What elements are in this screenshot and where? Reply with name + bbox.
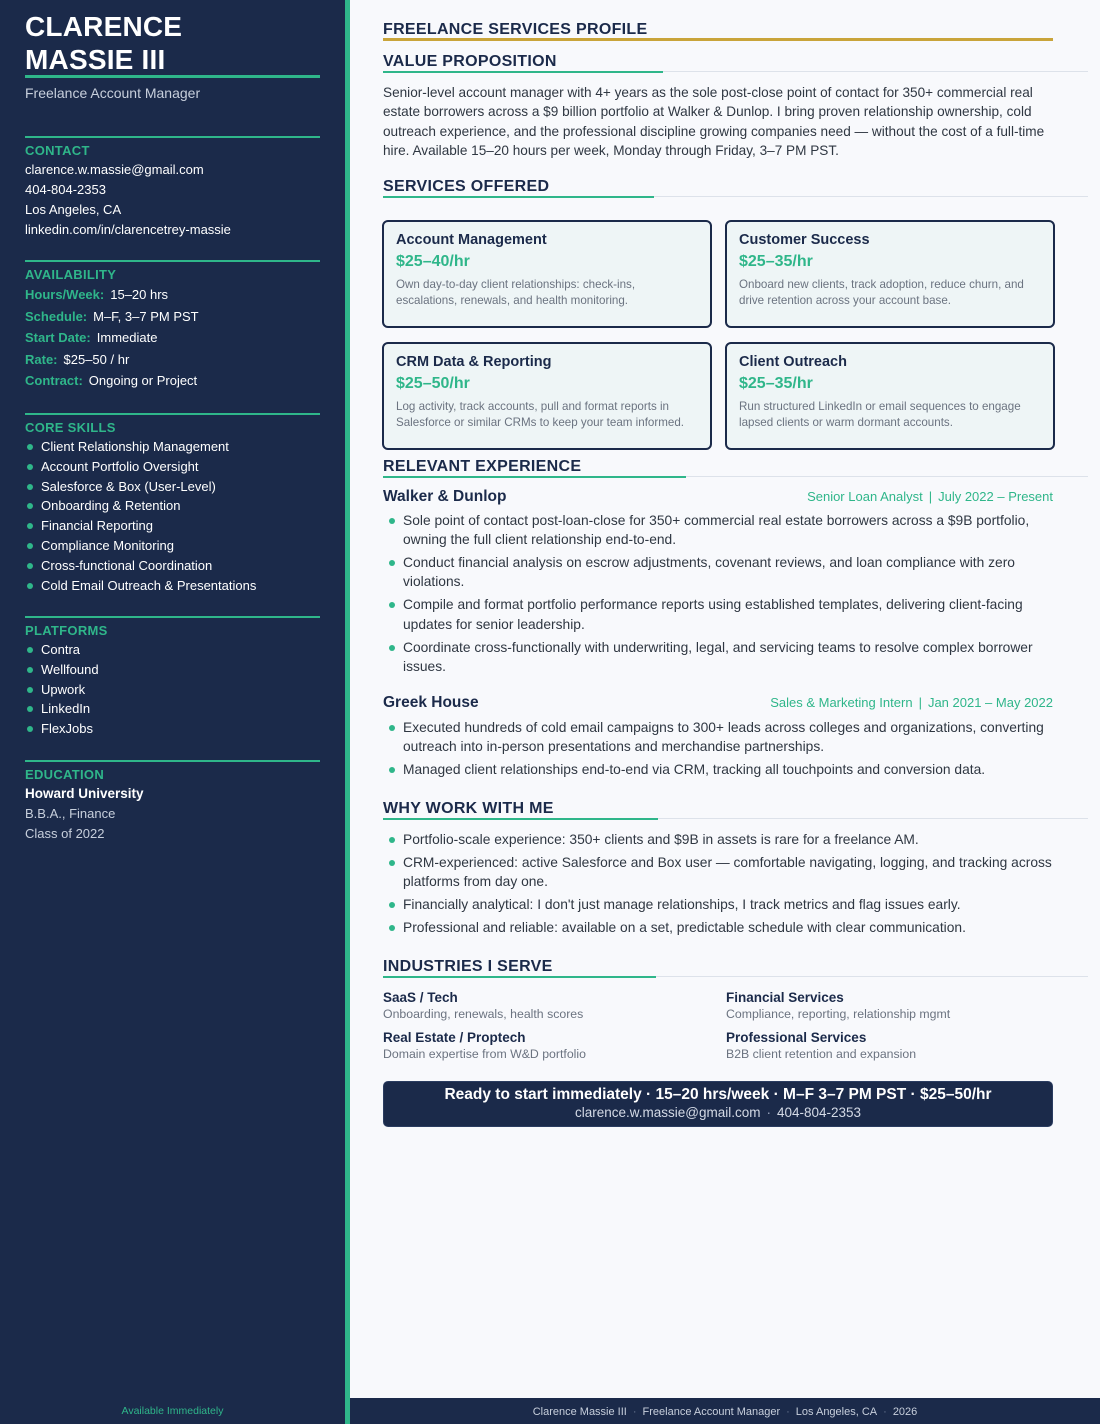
- education-block: [25, 784, 320, 844]
- candidate-name: [25, 10, 320, 76]
- profile-title: FREELANCE SERVICES PROFILE: [383, 21, 648, 38]
- value-prop-text: Senior-level account manager with 4+ years as the sole post-close point of contact for 350+ commercial real estate borrowers across a $9 billion portfolio at Walker & Dunlop. I bring proven relationship ownership, cold outreach experience, and the professional discipline growing companies need — without the cost of a full-time hire. Available 15–20 hours per week, Monday through Friday, 3–7 PM PST.: [383, 85, 1045, 158]
- service-desc: Own day-to-day client relationships: check-ins, escalations, renewals, and health monitoring.: [396, 278, 636, 307]
- list-item: CRM-experienced: active Salesforce and Box user — comfortable navigating, logging, and tracking across platforms from day one.: [383, 853, 1055, 892]
- list-item: Financially analytical: I don't just manage relationships, I track metrics and flag issues early.: [383, 895, 1055, 914]
- list-item: Contra: [25, 640, 320, 660]
- footer-location: Los Angeles, CA: [795, 1406, 878, 1418]
- phone-text: 404-804-2353: [25, 182, 106, 197]
- class-year: Class of 2022: [25, 826, 105, 841]
- list-item: Client Relationship Management: [25, 437, 320, 457]
- service-desc: Log activity, track accounts, pull and format reports in Salesforce or similar CRMs to keep your team informed.: [396, 400, 685, 429]
- list-item: Professional and reliable: available on a set, predictable schedule with clear communication.: [383, 918, 1055, 937]
- availability-label: Start Date:: [25, 330, 91, 345]
- value-prop-heading: VALUE PROPOSITION: [383, 53, 557, 70]
- services-heading: SERVICES OFFERED: [383, 178, 550, 195]
- availability-value: Immediate: [96, 330, 158, 345]
- industries-heading: INDUSTRIES I SERVE: [383, 958, 553, 975]
- job-dates: July 2022 – Present: [938, 489, 1053, 504]
- platforms-heading: PLATFORMS: [25, 623, 108, 638]
- service-card-customer-success: [725, 220, 1055, 328]
- availability-label: Hours/Week:: [25, 287, 105, 302]
- service-card-client-outreach: [725, 342, 1055, 450]
- skills-divider: [25, 413, 320, 415]
- list-item: Financial Reporting: [25, 516, 320, 536]
- availability-list: [25, 284, 320, 392]
- skills-list: [25, 437, 320, 595]
- industry-desc: Domain expertise from W&D portfolio: [383, 1047, 586, 1061]
- list-item: Sole point of contact post-loan-close for 350+ commercial real estate borrowers across a $9B portfolio, owning the full client relationship end-to-end.: [383, 511, 1055, 550]
- cta-contact: [384, 1105, 1052, 1120]
- school-name: Howard University: [25, 786, 144, 801]
- skills-heading: CORE SKILLS: [25, 420, 116, 435]
- page-footer: [350, 1398, 1100, 1424]
- industries-rule: [383, 976, 1088, 978]
- footer-role: Freelance Account Manager: [642, 1406, 781, 1418]
- experience-heading: RELEVANT EXPERIENCE: [383, 458, 582, 475]
- availability-contract: [25, 370, 320, 392]
- list-item: Account Portfolio Oversight: [25, 457, 320, 477]
- name-line-2: MASSIE III: [25, 44, 166, 75]
- industry-real-estate: [383, 1030, 713, 1061]
- cta-phone: 404-804-2353: [776, 1105, 862, 1120]
- why-heading: WHY WORK WITH ME: [383, 800, 554, 817]
- job-dates: Jan 2021 – May 2022: [927, 695, 1053, 710]
- footer-separator: ·: [632, 1406, 637, 1418]
- name-line-1: CLARENCE: [25, 11, 183, 42]
- list-item: Wellfound: [25, 660, 320, 680]
- cta-separator: ·: [766, 1105, 771, 1120]
- why-rule: [383, 818, 1088, 820]
- footer-name: Clarence Massie III: [532, 1406, 627, 1418]
- industry-desc: B2B client retention and expansion: [726, 1047, 917, 1061]
- list-item: LinkedIn: [25, 699, 320, 719]
- list-item: Executed hundreds of cold email campaigns to 300+ leads across colleges and organizations, converting outreach into in-person presentations and merchandise partnerships.: [383, 718, 1055, 757]
- service-desc: Onboard new clients, track adoption, reduce churn, and drive retention across your account base.: [739, 278, 1024, 307]
- job-company: Walker & Dunlop: [383, 488, 507, 505]
- job-meta: Senior Loan Analyst | July 2022 – Present: [807, 489, 1053, 504]
- contact-divider: [25, 136, 320, 138]
- service-card-crm-data: [382, 342, 712, 450]
- platforms-list: [25, 640, 320, 739]
- education-divider: [25, 760, 320, 762]
- service-card-account-management: [382, 220, 712, 328]
- degree-text: B.B.A., Finance: [25, 806, 116, 821]
- service-title: Customer Success: [739, 232, 870, 248]
- industry-title: Professional Services: [726, 1030, 867, 1045]
- cta-email-link[interactable]: clarence.w.massie@gmail.com: [574, 1105, 761, 1120]
- industry-title: Financial Services: [726, 990, 844, 1005]
- availability-start: [25, 327, 320, 349]
- footer-separator: ·: [786, 1406, 790, 1418]
- industry-desc: Compliance, reporting, relationship mgmt: [726, 1007, 951, 1021]
- service-title: Account Management: [396, 232, 547, 248]
- availability-label: Schedule:: [25, 308, 88, 324]
- industry-professional: [726, 1030, 1056, 1061]
- list-item: Cold Email Outreach & Presentations: [25, 576, 320, 596]
- availability-hours: [25, 284, 320, 306]
- industry-financial: [726, 990, 1056, 1021]
- service-rate: $25–40/hr: [396, 253, 470, 270]
- job-meta: Sales & Marketing Intern | Jan 2021 – May 2022: [770, 695, 1053, 710]
- service-title: Client Outreach: [739, 354, 847, 370]
- list-item: Upwork: [25, 680, 320, 700]
- value-prop-rule: [383, 71, 1088, 73]
- availability-value: Ongoing or Project: [88, 373, 198, 388]
- industry-title: Real Estate / Proptech: [383, 1030, 526, 1045]
- service-rate: $25–50/hr: [396, 375, 470, 392]
- availability-footer: Available Immediately: [121, 1405, 224, 1417]
- job-role: Senior Loan Analyst: [807, 489, 923, 504]
- footer-separator: ·: [883, 1406, 887, 1418]
- contact-list: [25, 160, 320, 240]
- email-link[interactable]: clarence.w.massie@gmail.com: [25, 162, 204, 177]
- list-item: Compliance Monitoring: [25, 536, 320, 556]
- list-item: FlexJobs: [25, 719, 320, 739]
- why-list: [383, 830, 1055, 941]
- job-role: Sales & Marketing Intern: [770, 695, 913, 710]
- footer-year: 2026: [892, 1406, 918, 1418]
- education-heading: EDUCATION: [25, 767, 105, 782]
- service-desc: Run structured LinkedIn or email sequences to engage lapsed clients or warm dormant accounts.: [739, 400, 1021, 429]
- sidebar-accent-bar: [345, 0, 350, 1424]
- availability-value: 15–20 hrs: [110, 287, 169, 302]
- sidebar: [0, 0, 345, 1424]
- availability-label: Contract:: [25, 373, 83, 388]
- platforms-divider: [25, 616, 320, 618]
- contact-heading: CONTACT: [25, 143, 90, 158]
- industry-title: SaaS / Tech: [383, 990, 458, 1005]
- availability-value: M–F, 3–7 PM PST: [93, 308, 199, 324]
- job-bullets: [383, 718, 1055, 783]
- service-title: CRM Data & Reporting: [396, 354, 552, 370]
- availability-heading: AVAILABILITY: [25, 267, 117, 282]
- list-item: Compile and format portfolio performance reports using established templates, delivering client-facing updates for senior leadership.: [383, 595, 1055, 634]
- service-rate: $25–35/hr: [739, 375, 813, 392]
- list-item: Conduct financial analysis on escrow adjustments, covenant reviews, and loan compliance with zero violations.: [383, 553, 1055, 592]
- list-item: Cross-functional Coordination: [25, 556, 320, 576]
- availability-value: $25–50 / hr: [63, 351, 130, 367]
- list-item: Coordinate cross-functionally with underwriting, legal, and servicing teams to resolve complex borrower issues.: [383, 638, 1055, 677]
- availability-schedule: [25, 306, 320, 328]
- cta-banner: [383, 1081, 1053, 1127]
- job-bullets: [383, 511, 1055, 680]
- list-item: Portfolio-scale experience: 350+ clients and $9B in assets is rare for a freelance AM.: [383, 830, 1055, 849]
- industry-desc: Onboarding, renewals, health scores: [383, 1007, 584, 1021]
- industry-saas: [383, 990, 713, 1021]
- name-divider: [25, 75, 320, 78]
- profile-title-rule: [383, 38, 1053, 41]
- services-rule: [383, 196, 1088, 198]
- availability-rate: [25, 349, 320, 371]
- list-item: Onboarding & Retention: [25, 496, 320, 516]
- availability-label: Rate:: [25, 351, 58, 367]
- location-text: Los Angeles, CA: [25, 202, 122, 217]
- linkedin-link[interactable]: linkedin.com/in/clarencetrey-massie: [25, 222, 231, 237]
- list-item: Salesforce & Box (User-Level): [25, 477, 320, 497]
- cta-headline: Ready to start immediately · 15–20 hrs/week · M–F 3–7 PM PST · $25–50/hr: [444, 1086, 992, 1103]
- list-item: Managed client relationships end-to-end via CRM, tracking all touchpoints and conversion data.: [383, 760, 1055, 779]
- availability-divider: [25, 260, 320, 262]
- service-rate: $25–35/hr: [739, 253, 813, 270]
- job-company: Greek House: [383, 694, 479, 711]
- candidate-title: Freelance Account Manager: [25, 85, 201, 101]
- experience-rule: [383, 476, 1088, 478]
